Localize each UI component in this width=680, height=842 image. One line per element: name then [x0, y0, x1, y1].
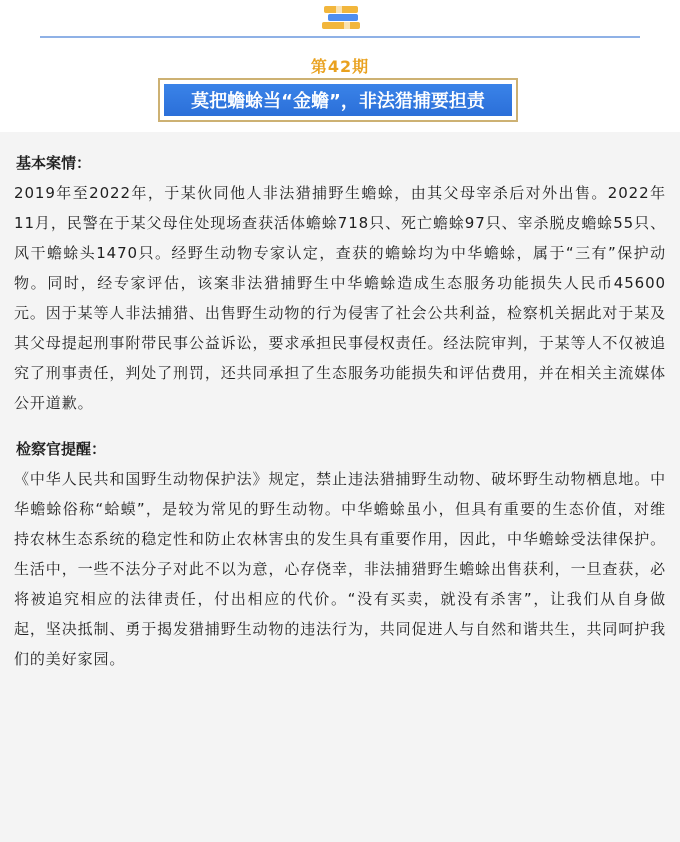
- title-frame: [158, 78, 518, 122]
- article-body: [0, 132, 680, 842]
- issue-number: 第42期: [310, 57, 370, 76]
- section-heading-case: 基本案情：: [16, 154, 92, 172]
- section-heading-reminder: 检察官提醒：: [16, 440, 107, 458]
- book-stack-icon: [318, 2, 366, 36]
- article-title: 莫把蟾蜍当“金蟾”，非法猎捕要担责: [164, 84, 512, 116]
- header: [0, 0, 680, 128]
- section-text-reminder: 《中华人民共和国野生动物保护法》规定，禁止违法猎捕野生动物、破坏野生动物栖息地。中华蟾蜍俗称“蛤蟆”，是较为常见的野生动物。中华蟾蜍虽小，但具有重要的生态价值，对维持农林生态系统的稳定性和防止农林害虫的发生具有重要作用，因此，中华蟾蜍受法律保护。生活中，一些不法分子对此不以为意，心存侥幸，非法捕猎野生蟾蜍出售获利，一旦查获，必将被追究相应的法律责任，付出相应的代价。“没有买卖，就没有杀害”，让我们从自身做起，坚决抵制、勇于揭发猎捕野生动物的违法行为，共同促进人与自然和谐共生，共同呵护我们的美好家园。: [14, 470, 666, 668]
- top-divider: [40, 36, 640, 38]
- section-text-case: 2019年至2022年，于某伙同他人非法猎捕野生蟾蜍，由其父母宰杀后对外出售。2022年11月，民警在于某父母住处现场查获活体蟾蜍718只、死亡蟾蜍97只、宰杀脱皮蟾蜍55只、风干蟾蜍头1470只。经野生动物专家认定，查获的蟾蜍均为中华蟾蜍，属于“三有”保护动物。同时，经专家评估，该案非法猎捕野生中华蟾蜍造成生态服务功能损失人民币45600元。因于某等人非法捕猎、出售野生动物的行为侵害了社会公共利益，检察机关据此对于某及其父母提起刑事附带民事公益诉讼，要求承担民事侵权责任。经法院审判，于某等人不仅被追究了刑事责任，判处了刑罚，还共同承担了生态服务功能损失和评估费用，并在相关主流媒体公开道歉。: [14, 184, 666, 412]
